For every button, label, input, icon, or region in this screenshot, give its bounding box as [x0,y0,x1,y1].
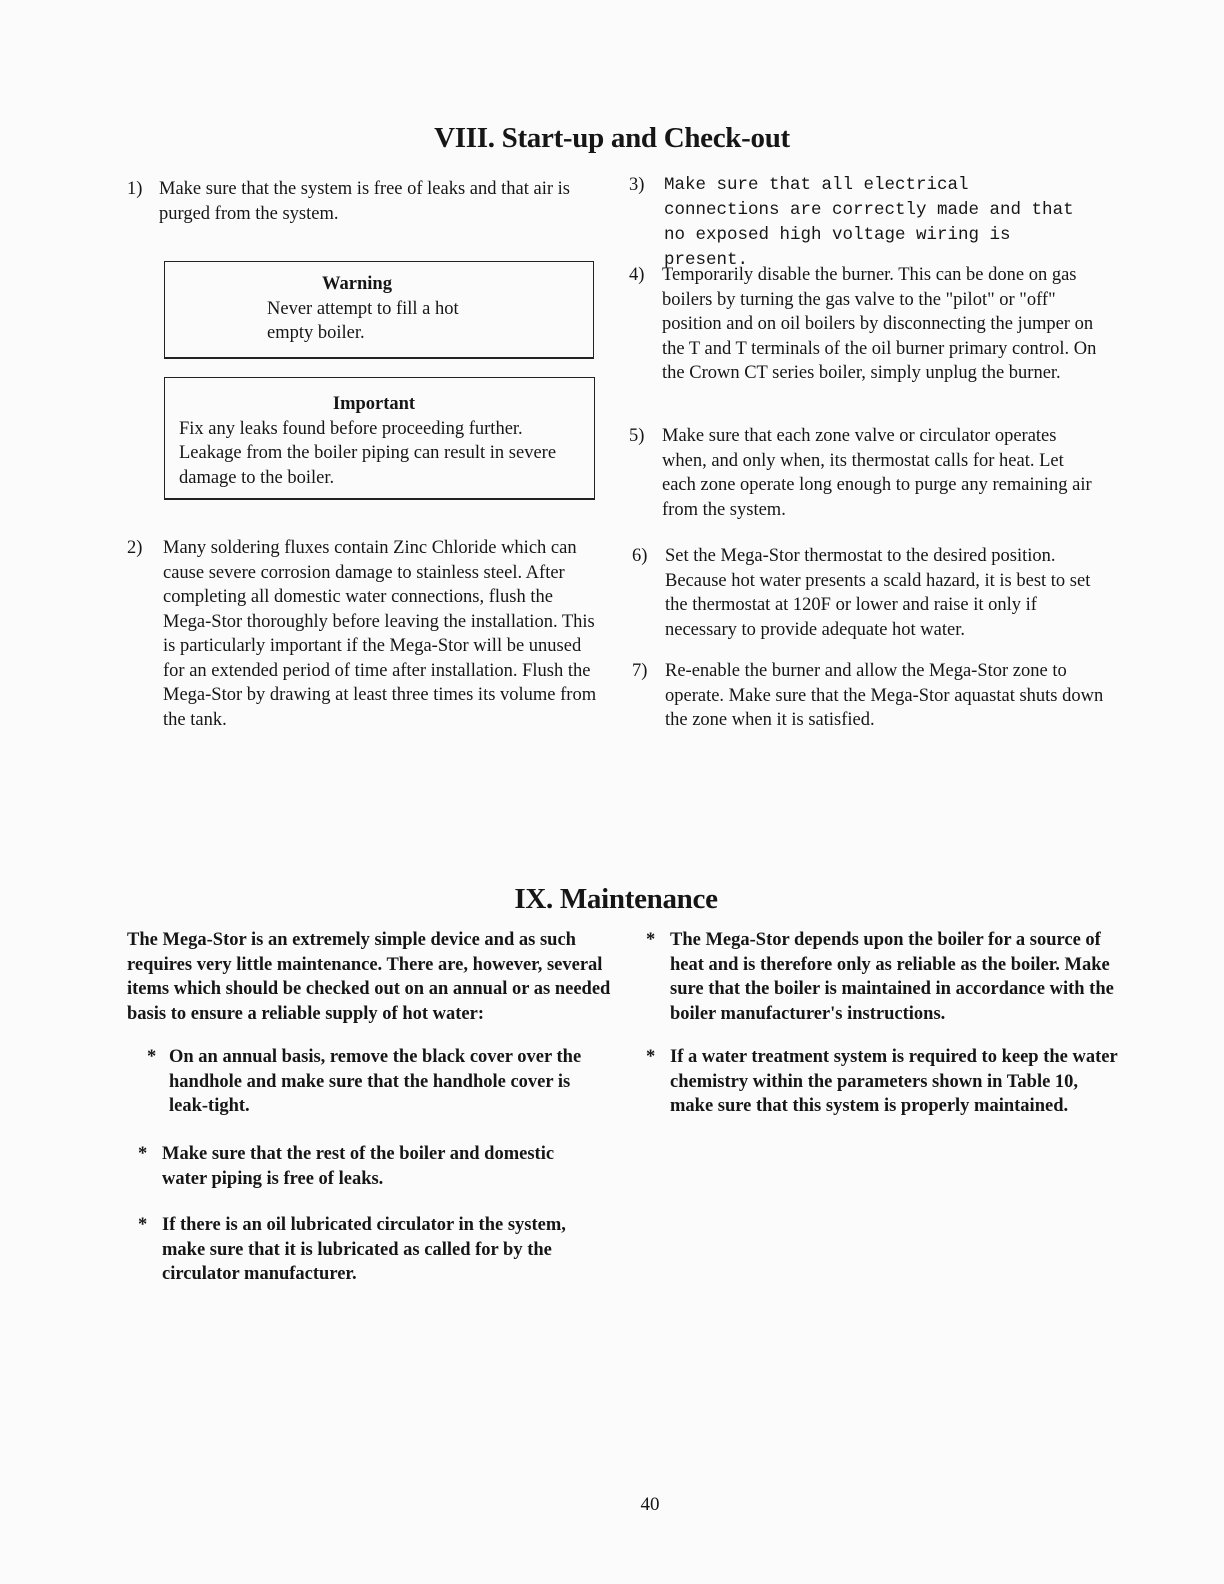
important-title: Important [332,394,416,414]
bullet-star: * [138,1144,148,1164]
item-text: Make sure that the system is free of leaks and that air is purged from the system. [159,179,570,224]
item-number: 2) [127,538,143,558]
section-title-startup: VIII. Start-up and Check-out [434,122,790,154]
bullet-text: On an annual basis, remove the black cover over the handhole and make sure that the handhole cover is leak-tight. [169,1047,582,1116]
section-title-maintenance: IX. Maintenance [514,883,718,915]
item-number: 5) [629,426,645,446]
warning-box [164,261,594,359]
item-text: Make sure that each zone valve or circulator operates when, and only when, its thermostat calls for heat. Let each zone operate long enough to purge any remaining air from the system. [662,426,1092,520]
bullet-star: * [646,1047,656,1067]
item-text: Set the Mega-Stor thermostat to the desired position. Because hot water presents a scald hazard, it is best to set the thermostat at 120F or lower and raise it only if necessary to provide adequate hot water. [665,546,1091,640]
important-box [164,377,595,500]
item-number: 4) [629,265,645,285]
maintenance-intro: The Mega-Stor is an extremely simple device and as such requires very little maintenance. There are, however, several items which should be checked out on an annual or as needed basis to ensure a reliable supply of hot water: [127,930,611,1024]
item-number: 7) [632,661,648,681]
bullet-star: * [138,1215,148,1235]
warning-text: Never attempt to fill a hot empty boiler. [267,298,459,343]
item-number: 1) [127,179,143,199]
item-number: 6) [632,546,648,566]
item-text: Make sure that all electrical connections are correctly made and that no exposed high voltage wiring is present. [664,175,1074,270]
bullet-text: Make sure that the rest of the boiler and domestic water piping is free of leaks. [162,1144,555,1189]
item-number: 3) [629,175,645,195]
bullet-text: If there is an oil lubricated circulator in the system, make sure that it is lubricated as called for by the circulator manufacturer. [162,1215,566,1284]
bullet-text: If a water treatment system is required to keep the water chemistry within the parameters shown in Table 10, make sure that this system is properly maintained. [670,1047,1118,1116]
bullet-star: * [646,930,656,950]
warning-title: Warning [322,274,392,294]
bullet-text: The Mega-Stor depends upon the boiler for a source of heat and is therefore only as reliable as the boiler. Make sure that the boiler is maintained in accordance with the boiler manufacturer's instructions. [670,930,1114,1024]
bullet-star: * [147,1047,157,1067]
important-text: Fix any leaks found before proceeding further. Leakage from the boiler piping can result in severe damage to the boiler. [179,418,557,488]
item-text: Re-enable the burner and allow the Mega-Stor zone to operate. Make sure that the Mega-Stor aquastat shuts down the zone when it is satisfied. [665,661,1104,730]
item-text: Many soldering fluxes contain Zinc Chloride which can cause severe corrosion damage to stainless steel. After completing all domestic water connections, flush the Mega-Stor thoroughly before leaving the installation. This is particularly important if the Mega-Stor will be unused for an extended period of time after installation. Flush the Mega-Stor by drawing at least three times its volume from the tank. [163,538,597,730]
item-text: Temporarily disable the burner. This can be done on gas boilers by turning the gas valve to the "pilot" or "off" position and on oil boilers by disconnecting the jumper on the T and T terminals of the oil burner primary control. On the Crown CT series boiler, simply unplug the burner. [662,265,1097,383]
page-number: 40 [640,1494,660,1515]
